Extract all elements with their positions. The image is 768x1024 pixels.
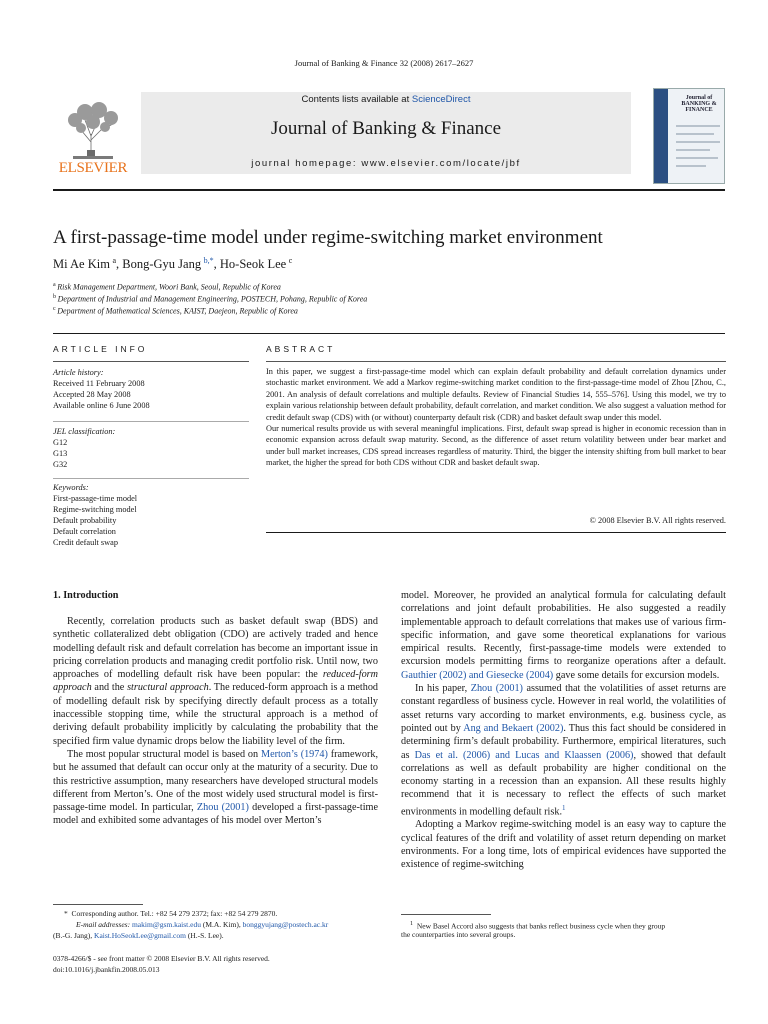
affiliation-text: Risk Management Department, Woori Bank, Seoul, Republic of Korea <box>57 282 281 292</box>
affiliation-text: Department of Industrial and Management Engineering, POSTECH, Pohang, Republic of Korea <box>57 294 368 304</box>
cover-line <box>676 141 720 143</box>
journal-citation: Journal of Banking & Finance 32 (2008) 2617–2627 <box>294 58 474 68</box>
abstract-top-rule <box>266 361 726 362</box>
jel-label: JEL classification: <box>53 427 116 436</box>
email-link[interactable]: Kaist.HoSeokLee@gmail.com <box>94 931 186 940</box>
elsevier-logo <box>53 94 133 174</box>
footnote-rule <box>53 904 143 905</box>
cover-title: Journal of BANKING & FINANCE <box>681 95 717 113</box>
keyword: Credit default swap <box>53 538 118 547</box>
info-divider <box>53 478 249 479</box>
history-online: Available online 6 June 2008 <box>53 401 150 410</box>
email-note-cont <box>53 930 224 941</box>
header-rule <box>53 189 725 191</box>
article-info-heading: ARTICLE INFO <box>53 344 148 354</box>
journal-homepage[interactable]: journal homepage: www.elsevier.com/locate/jbf <box>251 158 521 169</box>
email-label: E-mail addresses: <box>76 920 131 929</box>
text-run: . The reduced-form approach is a method of modelling default risk by specifying directly default process as a totally inaccessible stopping time, while the structural approach is a method of deriving default probability implicitly by calculating the probability that the specified firm value dynamic drops below the liability level of the firm. <box>53 682 379 747</box>
citation-link[interactable]: Gauthier (2002) and Giesecke (2004) <box>401 669 554 681</box>
affiliation <box>53 294 367 304</box>
text-run: , showed that default correlations as well as default probability are higher conditional on the economy starting in a recession than an expansion. All these results highly recommend that it is necessary to reflect the effects of such market environments in modelling default risk. <box>401 749 727 818</box>
body-paragraph <box>53 748 378 828</box>
author-list: Mi Ae Kim $^a$, Bong-Gyu Jang $^{b,*}$, Ho-Seok Lee $^c$ <box>53 256 293 272</box>
footnote-mark: 1 <box>410 920 414 927</box>
abstract-body <box>266 366 726 469</box>
history-accepted: Accepted 28 May 2008 <box>53 390 131 399</box>
abstract-paragraph: In this paper, we suggest a first-passage-time model which can explain default probability and default correlation dynamics under stochastic market environment. We add a Markov regime-switching market condition to the first-passage-time model of Zhou [Zhou, C., 2001. An analysis of default correlations and multiple defaults. Review of Financial Studies 14, 555–576]. Using this model, we try to explain various relationship between default probability, default correlation, and market condition. We also suggest a valuation method for credit default swap (CDS) with (or without) counterparty default risk (CDR) and basket default swap under this model. <box>266 367 726 422</box>
footnote-rule <box>401 914 491 915</box>
affiliation-mark: a <box>53 282 56 288</box>
cover-line <box>676 125 720 127</box>
body-paragraph <box>401 589 726 682</box>
affiliation-mark: c <box>53 306 56 312</box>
journal-cover-thumbnail <box>653 88 725 184</box>
text-run: assumed that the volatilities of asset returns are constant regardless of business cycle. However in real world, the volatilities of asset returns vary according to market environments, e.g. business cycle, as pointed out by <box>401 683 726 734</box>
footnote-1-cont: the counterparties into several groups. <box>401 930 516 939</box>
elsevier-wordmark: ELSEVIER <box>58 160 128 176</box>
text-run: gave some details for excursion models. <box>553 669 720 681</box>
footnote-mark[interactable]: 1 <box>562 803 566 812</box>
section-heading-introduction: 1. Introduction <box>53 590 119 601</box>
footnote-mark: * <box>64 909 68 918</box>
article-info-rule <box>53 361 249 362</box>
contents-prefix: Contents lists available at <box>301 94 412 105</box>
body-column-right <box>401 589 726 872</box>
masthead <box>53 80 725 188</box>
text-run: framework, but he assumed that default can occur only at the maturity of a security. Due to this restrictive assumption, many researchers have developed structural models different from Merton’s. One of the most widely used structural model is first-passage-time model. In particular, <box>53 748 378 814</box>
history-label: Article history: <box>53 368 104 377</box>
jel-code: G12 <box>53 438 68 447</box>
text-run: In his paper, <box>415 683 471 695</box>
citation-link[interactable]: Das et al. (2006) and Lucas and Klaassen (2006) <box>414 749 634 761</box>
author-name: Mi Ae Kim <box>53 257 110 272</box>
text-run: . Thus this fact should be considered in determining firm’s default probability. Furthermore, empirical literatures, such as <box>401 722 726 761</box>
affiliation <box>53 306 298 316</box>
cover-line <box>676 157 718 159</box>
cover-line <box>676 149 710 151</box>
text-run: Recently, correlation products such as basket default swap (BDS) and synthetic collateralized debt obligation (CDO) are actively traded and hence modelling default risk and default correlation has become an important issue in pricing correlation products and managing credit portfolio risk. Until now, two approaches of modelling default risk have been popular: the <box>53 616 378 681</box>
text-run: The most popular structural model is based on <box>67 748 262 760</box>
keywords-label: Keywords: <box>53 483 89 492</box>
cover-line <box>676 133 714 135</box>
journal-banner <box>141 92 631 174</box>
author-name: Bong-Gyu Jang <box>122 257 202 272</box>
text-run: developed a first-passage-time model and exhibited some advantages of his model over Merton’s <box>53 802 378 827</box>
title-rule <box>53 333 725 334</box>
citation-link[interactable]: Zhou (2001) <box>470 683 523 695</box>
footnote-text: New Basel Accord also suggests that banks reflect business cycle when they group <box>416 921 666 931</box>
copyright-notice: © 2008 Elsevier B.V. All rights reserved. <box>589 516 726 525</box>
abstract-bottom-rule <box>266 532 726 533</box>
citation-link[interactable]: Ang and Bekaert (2002) <box>463 722 564 734</box>
citation-link[interactable]: Merton’s (1974) <box>261 748 328 760</box>
author-affil-mark[interactable]: b,* <box>203 256 214 265</box>
footnote-text: Corresponding author. Tel.: +82 54 279 2372; fax: +82 54 279 2870. <box>71 909 278 918</box>
body-paragraph: Adopting a Markov regime-switching model is an easy way to capture the cyclical features of the drift and volatility of asset return depending on market environments. For a long time, lots of empirical evidences have supported the existence of regime-switching <box>401 819 726 871</box>
keyword: Default correlation <box>53 527 116 536</box>
journal-name: Journal of Banking & Finance <box>270 118 502 139</box>
info-divider <box>53 421 249 422</box>
citation-link[interactable]: Zhou (2001) <box>196 802 249 814</box>
email-link[interactable]: bonggyujang@postech.ac.kr <box>242 920 329 929</box>
footnote-text: (M.A. Kim), <box>200 920 243 929</box>
email-note <box>76 919 328 930</box>
author-name: Ho-Seok Lee <box>219 257 287 272</box>
body-column-left <box>53 615 378 828</box>
keyword: Regime-switching model <box>53 505 137 514</box>
corresponding-author-note <box>64 908 277 919</box>
footnote-text: (B.-G. Jang), <box>53 931 95 940</box>
sciencedirect-link[interactable]: ScienceDirect <box>411 94 471 105</box>
footnote-text: (H.-S. Lee). <box>185 931 224 940</box>
author-affil-mark: a <box>112 256 117 265</box>
history-received: Received 11 February 2008 <box>53 379 145 388</box>
body-paragraph <box>401 682 726 818</box>
keyword: Default probability <box>53 516 117 525</box>
contents-line <box>141 94 631 105</box>
author-affil-mark: c <box>288 256 293 265</box>
paper-title: A first-passage-time model under regime-switching market environment <box>53 227 603 248</box>
cover-strip <box>654 89 668 183</box>
jel-code: G32 <box>53 460 68 469</box>
jel-code: G13 <box>53 449 68 458</box>
doi-line[interactable]: doi:10.1016/j.jbankfin.2008.05.013 <box>53 965 160 974</box>
cover-line <box>676 165 706 167</box>
abstract-paragraph: Our numerical results provide us with several meaningful implications. First, default swap spread is higher in economic recession than in economic expansion across default swap maturity. Second, as the difference of asset return volatility between under bear market and under bull market increases, CDS spread increases regardless of maturity. Third, the bigger the intensity shifting from bull market to bear market, the higher the spread for both CDS without CDR and basket default swap. <box>266 424 726 468</box>
text-run: and the <box>91 682 128 694</box>
text-run: model. Moreover, he provided an analytical formula for calculating default correlations and joint default probabilities. He also suggested a readily implementable approach to default correlations that makes use of various firm-specific information, and gave some theoretical explanations for various empirical results. Recently, first-passage-time models were extended to excursion models permitting firms to reorganize operations after a default. <box>401 590 726 668</box>
text-run: structural approach <box>127 682 209 694</box>
affiliation-mark: b <box>53 294 56 300</box>
affiliation <box>53 282 281 292</box>
abstract-heading: ABSTRACT <box>266 344 336 354</box>
issn-line: 0378-4266/$ - see front matter © 2008 Elsevier B.V. All rights reserved. <box>53 954 270 963</box>
affiliation-text: Department of Mathematical Sciences, KAIST, Daejeon, Republic of Korea <box>57 306 298 316</box>
keyword: First-passage-time model <box>53 494 138 503</box>
email-link[interactable]: makim@gsm.kaist.edu <box>131 920 201 929</box>
text-run: reduced-form approach <box>53 669 378 694</box>
body-paragraph <box>53 615 378 748</box>
